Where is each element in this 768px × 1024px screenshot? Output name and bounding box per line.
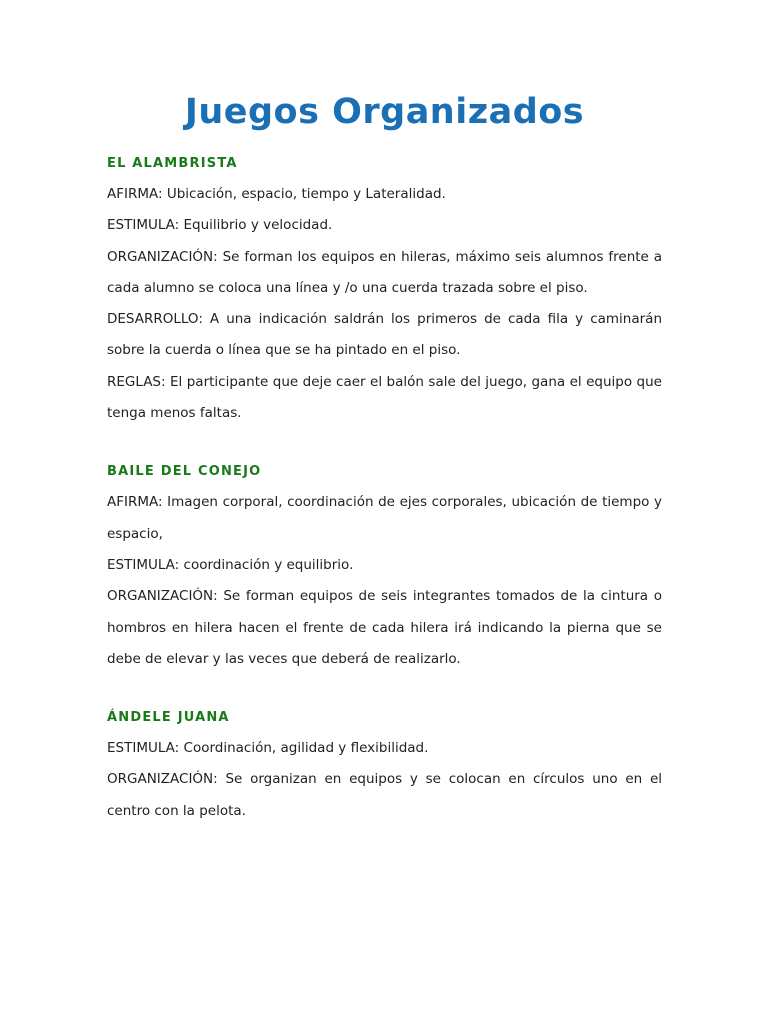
section-paragraph: ORGANIZACIÓN: Se organizan en equipos y se colocan en círculos uno en el centro con la pelota. [107,771,662,819]
section-baile-del-conejo [107,456,662,675]
section-paragraph: AFIRMA: Imagen corporal, coordinación de ejes corporales, ubicación de tiempo y espacio, [107,494,662,542]
section-paragraph: ESTIMULA: Coordinación, agilidad y flexibilidad. [107,740,429,757]
section-heading: EL ALAMBRISTA [107,156,238,171]
section-paragraph: REGLAS: El participante que deje caer el balón sale del juego, gana el equipo que tenga menos faltas. [107,373,662,422]
section-paragraph: ESTIMULA: coordinación y equilibrio. [107,556,354,573]
section-paragraph: ORGANIZACIÓN: Se forman equipos de seis integrantes tomados de la cintura o hombros en hilera hacen el frente de cada hilera irá indicando la pierna que se debe de elevar y las veces que deberá de realizarlo. [107,588,662,667]
document-title: Juegos Organizados [184,92,585,132]
section-heading: ÁNDELE JUANA [107,710,230,726]
section-paragraph: AFIRMA: Ubicación, espacio, tiempo y Lateralidad. [107,186,446,202]
section-paragraph: ORGANIZACIÓN: Se forman los equipos en hileras, máximo seis alumnos frente a cada alumno se coloca una línea y /o una cuerda trazada sobre el piso. [107,248,662,296]
section-el-alambrista [107,148,662,429]
section-paragraph: ESTIMULA: Equilibrio y velocidad. [107,217,333,234]
document-page [107,92,662,854]
section-heading: BAILE DEL CONEJO [107,464,262,480]
section-andele-juana [107,702,662,827]
section-paragraph: DESARROLLO: A una indicación saldrán los primeros de cada fila y caminarán sobre la cuerda o línea que se ha pintado en el piso. [107,311,662,359]
